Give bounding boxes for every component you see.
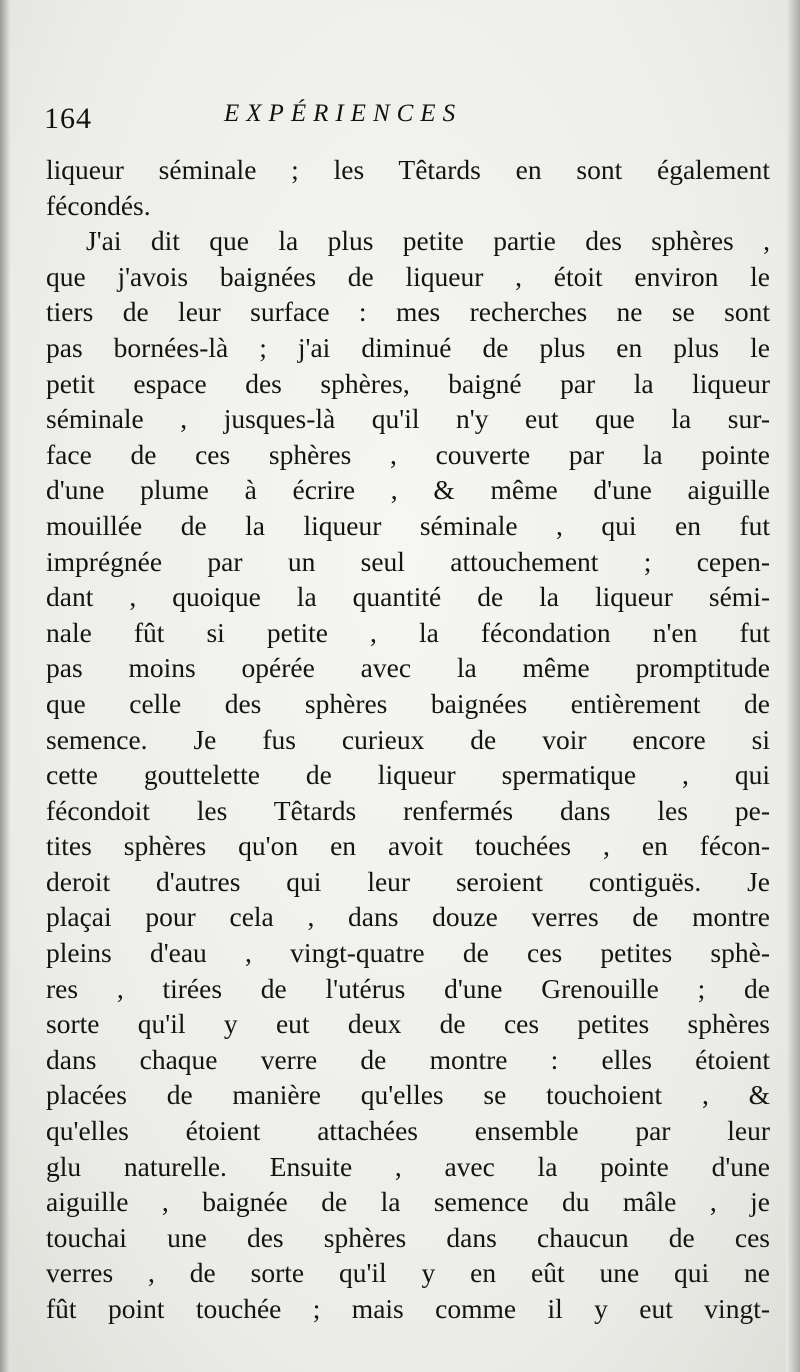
text-line: aiguille , baignée de la semence du mâle , je <box>46 1186 770 1218</box>
text-line: semence. Je fus curieux de voir encore si <box>46 723 770 755</box>
page-edge-shadow <box>786 0 800 1372</box>
text-line: liqueur séminale ; les Têtards en sont également <box>46 154 770 185</box>
text-line: d'une plume à écrire , & même d'une aiguille <box>46 474 770 506</box>
text-line: cette gouttelette de liqueur spermatique , qui <box>46 759 770 791</box>
text-line: mouillée de la liqueur séminale , qui en fut <box>46 509 770 541</box>
text-line: fécondoit les Têtards renfermés dans les pe- <box>46 794 770 826</box>
text-line: touchai une des sphères dans chaucun de ces <box>46 1221 770 1253</box>
text-line: séminale , jusques-là qu'il n'y eut que la sur- <box>46 403 770 435</box>
text-line: dans chaque verre de montre : elles étoient <box>46 1043 770 1075</box>
text-line: tiers de leur surface : mes recherches ne se sont <box>46 296 770 328</box>
running-title: EXPÉRIENCES <box>224 100 463 127</box>
text-line: petit espace des sphères, baigné par la liqueur <box>46 367 770 399</box>
page-number: 164 <box>44 102 92 135</box>
text-line: plaçai pour cela , dans douze verres de montre <box>46 901 770 933</box>
body-text <box>46 152 770 1327</box>
text-line: J'ai dit que la plus petite partie des sphères , <box>86 225 770 257</box>
text-line: que j'avois baignées de liqueur , étoit environ le <box>46 260 770 292</box>
text-line: pleins d'eau , vingt-quatre de ces petites sphè- <box>46 937 770 969</box>
text-line: qu'elles étoient attachées ensemble par leur <box>46 1115 770 1147</box>
page-gutter-shadow <box>0 0 10 1372</box>
text-line: face de ces sphères , couverte par la pointe <box>46 438 770 470</box>
text-line: tites sphères qu'on en avoit touchées , en fécon- <box>46 830 770 862</box>
text-line: deroit d'autres qui leur seroient contiguës. Je <box>46 865 770 897</box>
text-line: fût point touchée ; mais comme il y eut vingt- <box>46 1293 770 1324</box>
text-line: fécondés. <box>46 189 151 221</box>
text-line: res , tirées de l'utérus d'une Grenouille ; de <box>46 972 770 1004</box>
text-line: sorte qu'il y eut deux de ces petites sphères <box>46 1008 770 1040</box>
text-line: pas bornées-là ; j'ai diminué de plus en plus le <box>46 331 770 363</box>
running-head <box>44 98 764 138</box>
text-line: verres , de sorte qu'il y en eût une qui ne <box>46 1257 770 1289</box>
text-line: placées de manière qu'elles se touchoient , & <box>46 1079 770 1111</box>
text-line: glu naturelle. Ensuite , avec la pointe d'une <box>46 1150 770 1182</box>
text-line: nale fût si petite , la fécondation n'en fut <box>46 616 770 648</box>
text-line: imprégnée par un seul attouchement ; cepen- <box>46 545 770 577</box>
text-line: que celle des sphères baignées entièrement de <box>46 687 770 719</box>
text-line: dant , quoique la quantité de la liqueur sémi- <box>46 581 770 613</box>
text-line: pas moins opérée avec la même promptitude <box>46 652 770 684</box>
